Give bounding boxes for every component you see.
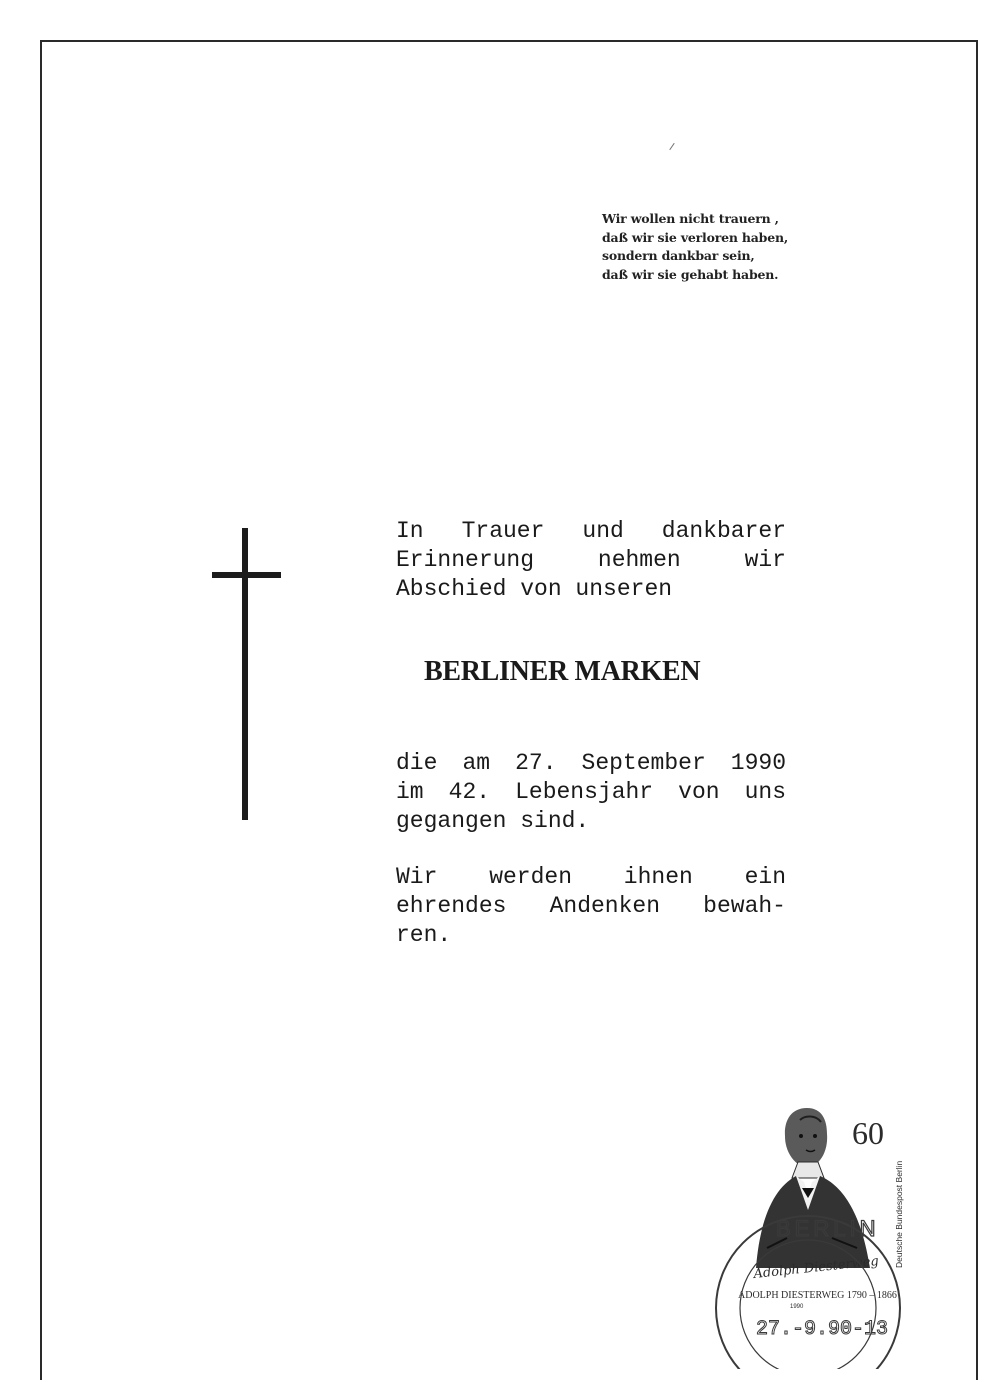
closing-paragraph bbox=[396, 863, 786, 950]
stamp-issuer: Deutsche Bundespost Berlin bbox=[894, 1160, 904, 1268]
date-line: gegangen sind. bbox=[396, 808, 590, 834]
date-line: die am 27. September 1990 bbox=[396, 750, 786, 776]
stamp-caption: ADOLPH DIESTERWEG 1790 – 1866 bbox=[738, 1290, 897, 1301]
cross-horizontal-bar bbox=[212, 572, 281, 578]
closing-line: Wir werden ihnen ein bbox=[396, 864, 786, 890]
closing-line: ehrendes Andenken bewah- bbox=[396, 893, 786, 919]
motto-line: sondern dankbar sein, bbox=[602, 248, 755, 263]
date-paragraph bbox=[396, 749, 786, 836]
intro-paragraph bbox=[396, 517, 786, 604]
stamp-value: 60 bbox=[852, 1115, 884, 1151]
stamp-signature: Adolph Diesterweg bbox=[752, 1253, 880, 1282]
stamp-year: 1990 bbox=[790, 1304, 804, 1310]
motto-line: Wir wollen nicht trauern , bbox=[602, 211, 779, 226]
intro-line: In Trauer und dankbarer bbox=[396, 518, 786, 544]
intro-line: Erinnerung nehmen wir bbox=[396, 547, 786, 573]
motto-verse bbox=[602, 210, 822, 284]
motto-line: daß wir sie gehabt haben. bbox=[602, 266, 779, 282]
deceased-name-heading: BERLINER MARKEN bbox=[424, 656, 701, 687]
postmark-town: BERLIN bbox=[776, 1216, 880, 1241]
postage-stamp bbox=[712, 1098, 922, 1369]
intro-line: Abschied von unseren bbox=[396, 576, 673, 602]
motto-line: daß wir sie verloren haben, bbox=[602, 229, 789, 245]
date-line: im 42. Lebensjahr von uns bbox=[396, 779, 786, 805]
postmark-date: 27.-9.90-13 bbox=[756, 1318, 889, 1341]
closing-line: ren. bbox=[396, 922, 452, 948]
